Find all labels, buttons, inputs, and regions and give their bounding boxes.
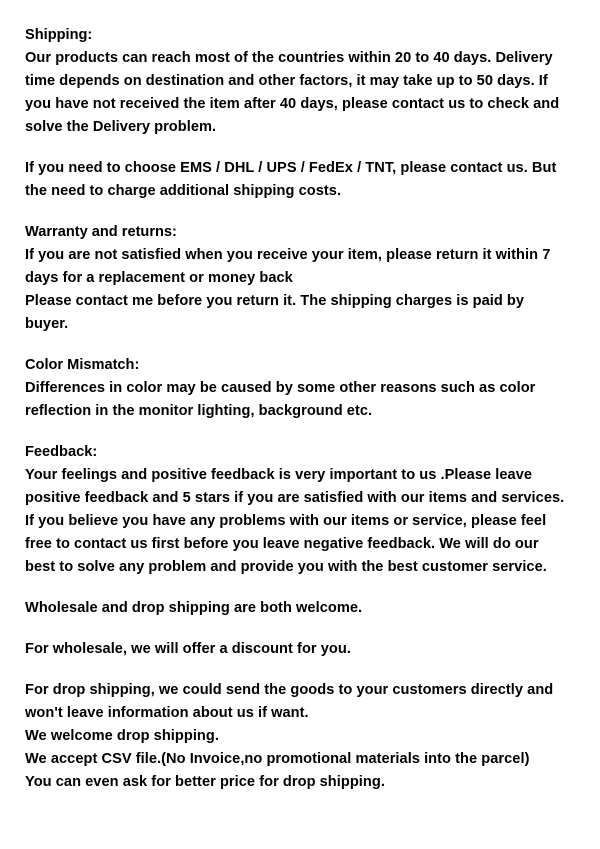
paragraph [25, 290, 575, 336]
section-feedback [25, 441, 575, 579]
text-line: For wholesale, we will offer a discount for you. [25, 641, 351, 657]
text-line: We accept CSV file.(No Invoice,no promotional materials into the parcel) [25, 751, 530, 767]
text-line: buyer. [25, 316, 69, 332]
section-warranty-and-returns [25, 221, 575, 336]
text-line: days for a replacement or money back [25, 270, 293, 286]
section-heading: Warranty and returns: [25, 224, 177, 240]
text-line: If you believe you have any problems with our items or service, please feel [25, 513, 547, 529]
section-express-shipping [25, 157, 575, 203]
text-line: won't leave information about us if want. [25, 705, 309, 721]
text-line: positive feedback and 5 stars if you are satisfied with our items and services. [25, 490, 565, 506]
text-line: Please contact me before you return it. The shipping charges is paid by [25, 293, 525, 309]
paragraph [25, 679, 575, 725]
section-heading: Shipping: [25, 27, 93, 43]
section-heading: Color Mismatch: [25, 357, 140, 373]
section-color-mismatch [25, 354, 575, 423]
text-line: You can even ask for better price for drop shipping. [25, 774, 385, 790]
section-heading: Feedback: [25, 444, 98, 460]
text-line: If you are not satisfied when you receive your item, please return it within 7 [25, 247, 551, 263]
paragraph [25, 597, 575, 620]
text-line: best to solve any problem and provide you with the best customer service. [25, 559, 547, 575]
section-wholesale-discount [25, 638, 575, 661]
text-line: you have not received the item after 40 days, please contact us to check and [25, 96, 560, 112]
text-line: the need to charge additional shipping costs. [25, 183, 342, 199]
section-wholesale-dropshipping-welcome [25, 597, 575, 620]
text-line: Your feelings and positive feedback is very important to us .Please leave [25, 467, 533, 483]
text-line: reflection in the monitor lighting, background etc. [25, 403, 373, 419]
paragraph [25, 377, 575, 423]
paragraph [25, 464, 575, 579]
text-line: Our products can reach most of the countries within 20 to 40 days. Delivery [25, 50, 553, 66]
paragraph [25, 47, 575, 139]
text-line: solve the Delivery problem. [25, 119, 217, 135]
text-line: Wholesale and drop shipping are both welcome. [25, 600, 363, 616]
paragraph [25, 725, 575, 794]
paragraph [25, 244, 575, 290]
text-line: Differences in color may be caused by some other reasons such as color [25, 380, 536, 396]
text-line: time depends on destination and other factors, it may take up to 50 days. If [25, 73, 548, 89]
section-drop-shipping-details [25, 679, 575, 794]
section-shipping [25, 24, 575, 139]
text-line: We welcome drop shipping. [25, 728, 219, 744]
text-line: If you need to choose EMS / DHL / UPS / FedEx / TNT, please contact us. But [25, 160, 557, 176]
paragraph [25, 157, 575, 203]
text-line: For drop shipping, we could send the goods to your customers directly and [25, 682, 554, 698]
document-body [25, 24, 575, 794]
text-line: free to contact us first before you leave negative feedback. We will do our [25, 536, 539, 552]
paragraph [25, 638, 575, 661]
